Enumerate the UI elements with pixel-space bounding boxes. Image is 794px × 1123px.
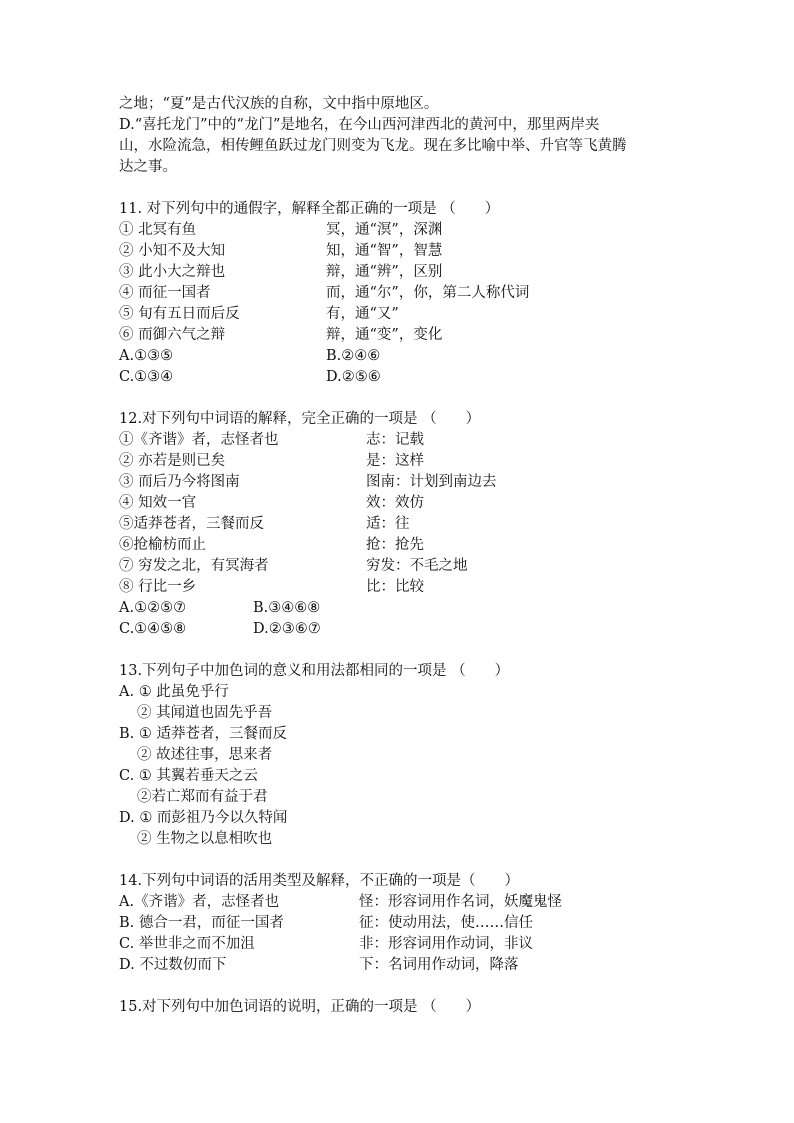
question-title: 13.下列句子中加色词的意义和用法都相同的一项是 （ ）: [119, 663, 510, 679]
question-11: [119, 199, 679, 388]
option-d[interactable]: D.②⑤⑥: [326, 369, 381, 385]
option-line: ② 生物之以息相吹也: [137, 831, 273, 847]
question-title: 12.对下列句中词语的解释，完全正确的一项是 （ ）: [119, 411, 481, 427]
item-explanation: 效：效仿: [366, 495, 424, 511]
item-sentence: B. 德合一君，而征一国者: [119, 915, 284, 931]
item-sentence: ①《齐谐》者，志怪者也: [119, 432, 279, 448]
option-c[interactable]: C.①③④: [119, 369, 174, 385]
option-line: ②若亡郑而有益于君: [137, 789, 268, 805]
intro-line: 山，水险流急，相传鲤鱼跃过龙门则变为飞龙。现在多比喻中举、升官等飞黄腾: [119, 138, 627, 154]
intro-line: 之地；“夏”是古代汉族的自称，文中指中原地区。: [119, 96, 439, 112]
item-explanation: 有，通“又”: [326, 306, 399, 322]
option-c[interactable]: [119, 934, 679, 955]
answer-options: [119, 346, 679, 367]
item-sentence: ④ 而征一国者: [119, 285, 211, 301]
question-title: 15.对下列句中加色词语的说明，正确的一项是 （ ）: [119, 999, 481, 1015]
item-sentence: ⑥ 而御六气之辩: [119, 327, 226, 343]
answer-options: [119, 598, 679, 619]
option-a[interactable]: A.①②⑤⑦: [119, 600, 187, 616]
question-item: [119, 283, 679, 304]
question-12: [119, 409, 679, 640]
item-sentence: ② 小知不及大知: [119, 243, 226, 259]
answer-options: [119, 619, 679, 640]
exam-page: [119, 94, 679, 1018]
item-explanation: 而，通“尔”，你，第二人称代词: [326, 285, 530, 301]
question-item: [119, 262, 679, 283]
question-15: [119, 997, 679, 1018]
item-explanation: 冥，通“溟”，深渊: [326, 222, 443, 238]
item-sentence: D. 不过数仞而下: [119, 957, 227, 973]
item-explanation: 怪：形容词用作名词，妖魔鬼怪: [359, 894, 562, 910]
option-a[interactable]: A. ① 此虽免乎行: [119, 684, 229, 700]
question-item: [119, 535, 679, 556]
item-explanation: 辩，通“辨”，区别: [326, 264, 443, 280]
question-item: [119, 472, 679, 493]
item-explanation: 志：记载: [366, 432, 424, 448]
question-item: [119, 325, 679, 346]
option-c[interactable]: C.①④⑤⑧: [119, 621, 187, 637]
item-sentence: C. 举世非之而不加沮: [119, 936, 255, 952]
answer-options: [119, 367, 679, 388]
question-item: [119, 241, 679, 262]
item-sentence: A.《齐谐》者，志怪者也: [119, 894, 280, 910]
item-explanation: 比：比较: [366, 579, 424, 595]
option-d[interactable]: [119, 955, 679, 976]
item-sentence: ① 北冥有鱼: [119, 222, 197, 238]
question-item: [119, 220, 679, 241]
item-sentence: ⑧ 行比一乡: [119, 579, 197, 595]
item-sentence: ③ 而后乃今将图南: [119, 474, 240, 490]
item-explanation: 知，通“智”，智慧: [326, 243, 443, 259]
option-b[interactable]: B.②④⑥: [326, 348, 381, 364]
item-explanation: 征：使动用法，使……信任: [359, 915, 533, 931]
intro-line: 达之事。: [119, 159, 177, 175]
question-title: 11. 对下列句中的通假字，解释全都正确的一项是 （ ）: [119, 201, 500, 217]
item-explanation: 下：名词用作动词，降落: [359, 957, 519, 973]
item-explanation: 非：形容词用作动词，非议: [359, 936, 533, 952]
item-explanation: 图南：计划到南边去: [366, 474, 497, 490]
option-b[interactable]: B. ① 适莽苍者，三餐而反: [119, 726, 287, 742]
option-a[interactable]: A.①③⑤: [119, 348, 174, 364]
question-item: [119, 577, 679, 598]
item-explanation: 抢：抢先: [366, 537, 424, 553]
item-sentence: ⑤ 旬有五日而后反: [119, 306, 240, 322]
item-explanation: 穷发：不毛之地: [366, 558, 468, 574]
option-b[interactable]: [119, 913, 679, 934]
item-explanation: 适：往: [366, 516, 410, 532]
option-line: ② 故述往事，思来者: [137, 747, 273, 763]
question-item: [119, 493, 679, 514]
question-item: [119, 430, 679, 451]
option-d[interactable]: D. ① 而彭祖乃今以久特闻: [119, 810, 288, 826]
question-item: [119, 556, 679, 577]
question-14: [119, 871, 679, 976]
question-title: 14.下列句中词语的活用类型及解释，不正确的一项是（ ）: [119, 873, 520, 889]
question-13: [119, 661, 679, 850]
question-item: [119, 514, 679, 535]
intro-block: [119, 94, 679, 178]
option-c[interactable]: C. ① 其翼若垂天之云: [119, 768, 258, 784]
option-line: ② 其闻道也固先乎吾: [137, 705, 273, 721]
intro-line: D.“喜托龙门”中的“龙门”是地名，在今山西河津西北的黄河中，那里两岸夹: [119, 117, 600, 133]
item-explanation: 是：这样: [366, 453, 424, 469]
item-sentence: ③ 此小大之辩也: [119, 264, 226, 280]
item-sentence: ⑥抢榆枋而止: [119, 537, 206, 553]
item-sentence: ⑤适莽苍者，三餐而反: [119, 516, 264, 532]
option-a[interactable]: [119, 892, 679, 913]
question-item: [119, 451, 679, 472]
option-b[interactable]: B.③④⑥⑧: [253, 600, 321, 616]
item-explanation: 辩，通“变”，变化: [326, 327, 443, 343]
item-sentence: ⑦ 穷发之北，有冥海者: [119, 558, 269, 574]
item-sentence: ② 亦若是则已矣: [119, 453, 226, 469]
item-sentence: ④ 知效一官: [119, 495, 197, 511]
question-item: [119, 304, 679, 325]
option-d[interactable]: D.②③⑥⑦: [253, 621, 321, 637]
